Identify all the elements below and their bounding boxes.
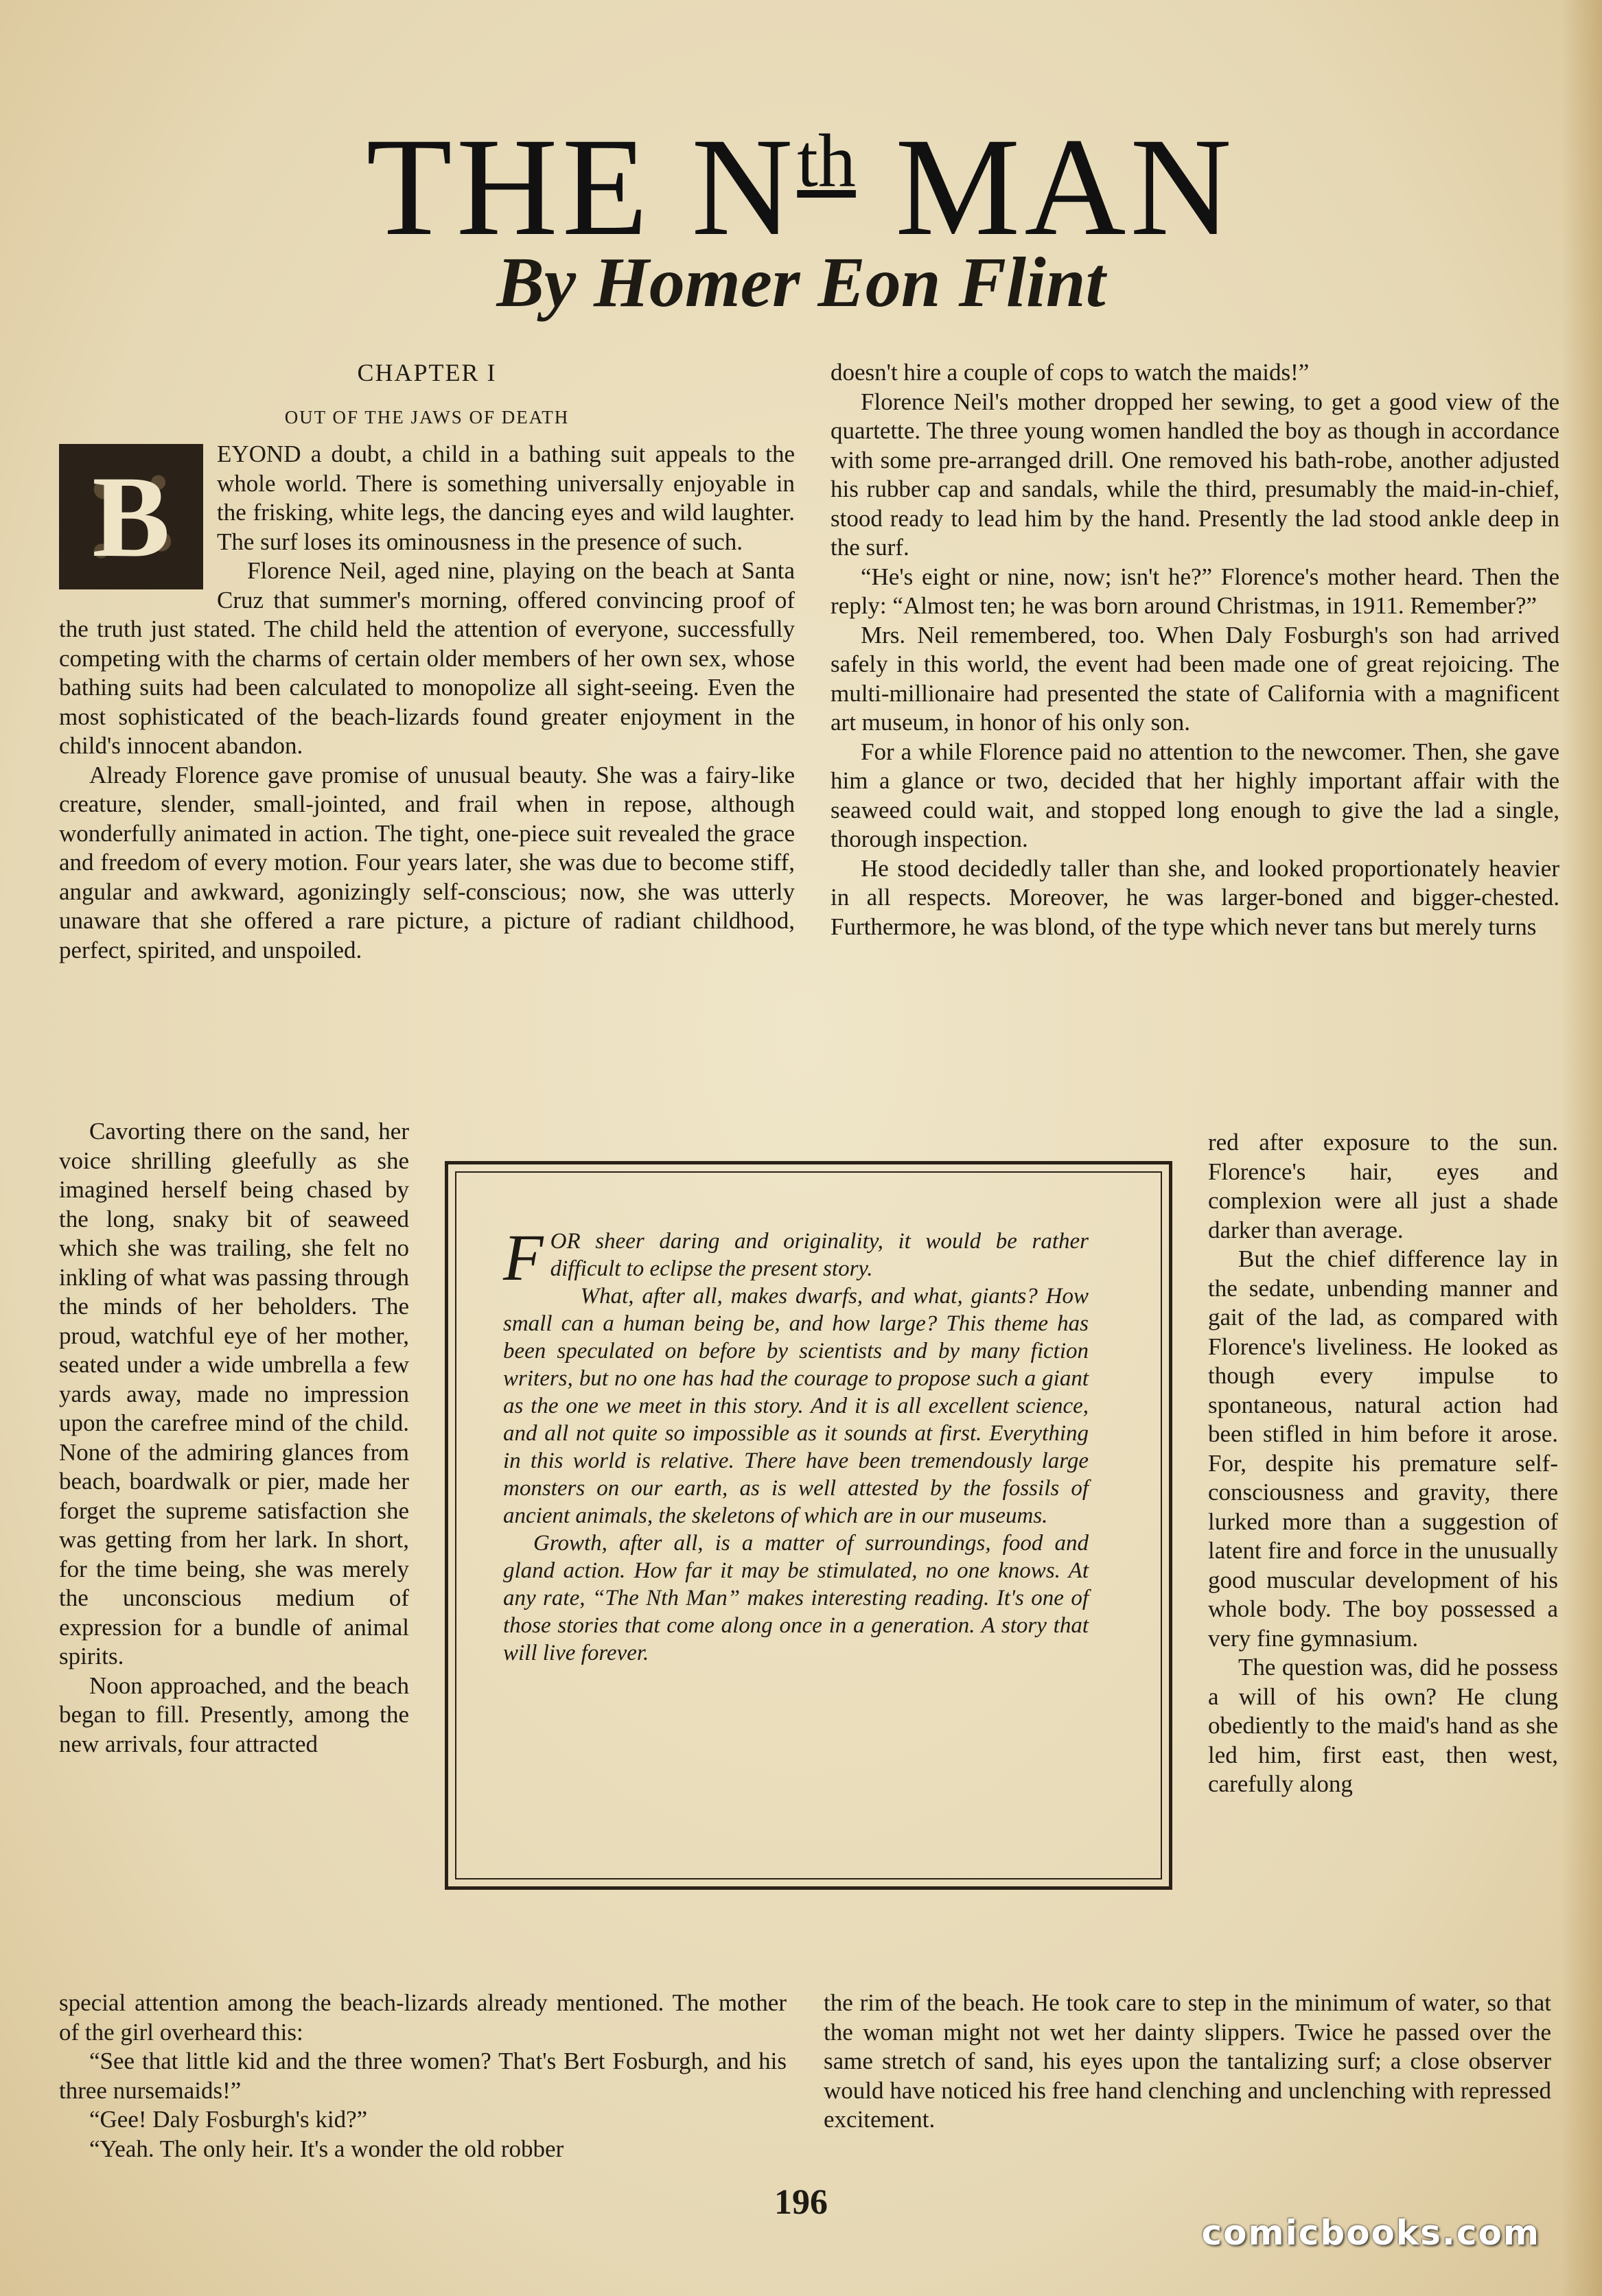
editor-intro-text [455, 1171, 1162, 1879]
story-byline: By Homer Eon Flint [496, 243, 1106, 322]
intro-paragraph: FOR sheer daring and originality, it would be rather difficult to eclipse the present story. [503, 1221, 1089, 1294]
intro-paragraph: What, after all, makes dwarfs, and what, giants? How small can a human being be, and how large? This theme has been speculated on before by scientists and by many fiction writers, but no one has had the courage to propose such a giant as the one we meet in this story. And it is all excellent science, and all not quite so impossible as it sounds at first. Everything in this world is relative. There have been tremendously large monsters on our earth, as is well attested by the fossils of ancient animals, the skeletons of which are in our museums. [503, 1284, 1089, 1528]
intro-initial: F [503, 1221, 544, 1294]
paragraph: “Yeah. The only heir. It's a wonder the old robber [89, 2135, 564, 2162]
paragraph: red after exposure to the sun. Florence's hair, eyes and complexion were all just a shade darker than average. [1208, 1129, 1558, 1243]
paragraph: “Gee! Daly Fosburgh's kid?” [89, 2106, 368, 2133]
paragraph: For a while Florence paid no attention to the newcomer. Then, she gave him a glance or two, decided that her highly important affair with the seaweed could wait, and stopped long enough to give the lad a single, thorough inspection. [831, 738, 1559, 852]
chapter-heading: CHAPTER I [357, 359, 497, 386]
paragraph: He stood decidedly taller than she, and looked proportionately heavier in all respects. Moreover, he was larger-boned and bigger-chested. Furthermore, he was blond, of the type which never tans but merely turns [831, 854, 1559, 940]
paragraph: Mrs. Neil remembered, too. When Daly Fosburgh's son had arrived safely in this world, the event had been made one of great rejoicing. The multi-millionaire had presented the state of California with a magnificent art museum, in honor of his only son. [831, 621, 1559, 736]
story-title: THE $N^{th}$ MAN [366, 109, 1236, 265]
paragraph: Noon approached, and the beach began to fill. Presently, among the new arrivals, four attracted [59, 1672, 409, 1757]
right-column-bottom [824, 1989, 1551, 2135]
page-number: 196 [774, 2183, 828, 2222]
paragraph: “He's eight or nine, now; isn't he?” Florence's mother heard. Then the reply: “Almost ten; he was born around Christmas, in 1911. Remember?” [831, 563, 1559, 619]
paragraph: Florence Neil's mother dropped her sewing, to get a good view of the quartette. The three young women handled the boy as though in accordance with some pre-arranged drill. One removed his bath-robe, another adjusted his rubber cap and sandals, while the third, presumably the maid-in-chief, stood ready to lead him by the hand. Presently the lad stood ankle deep in the surf. [831, 388, 1559, 561]
paragraph: the rim of the beach. He took care to step in the minimum of water, so that the woman might not wet her dainty slippers. Twice he passed over the same stretch of sand, his eyes upon the tantalizing surf; a close observer would have noticed his free hand clenching and unclenching with repressed excitement. [824, 1989, 1551, 2133]
left-column-bottom [59, 1989, 787, 2164]
drop-cap-ornament: B [59, 444, 203, 589]
watermark: comicbooks.com [1201, 2213, 1540, 2253]
paragraph: Florence Neil, aged nine, playing on the beach at Santa Cruz that summer's morning, offered convincing proof of the truth just stated. The child held the attention of everyone, successfully competing with the charms of certain older members of her own sex, whose bathing suits had been calculated to monopolize all sight-seeing. Even the most sophisticated of the beach-lizards found greater enjoyment in the child's innocent abandon. [59, 557, 795, 759]
right-column-top [831, 358, 1559, 941]
right-column-narrow [1208, 1128, 1558, 1799]
paragraph: EYOND a doubt, a child in a bathing suit appeals to the whole world. There is something universally enjoyable in the frisking, white legs, the dancing eyes and wild laughter. The surf loses its ominousness in the presence of such. [217, 441, 795, 555]
left-column-top [59, 358, 795, 965]
paragraph: “See that little kid and the three women? That's Bert Fosburgh, and his three nursemaids!” [59, 2048, 787, 2104]
paragraph: But the chief difference lay in the sedate, unbending manner and gait of the lad, as compared with Florence's liveliness. He looked as though every impulse to spontaneous, natural action had been stifled in him before it arose. For, despite his premature self-consciousness and gravity, there lurked more than a suggestion of latent fire and force in the unusually good muscular development of his whole body. The boy possessed a very fine gymnasium. [1208, 1245, 1558, 1652]
paragraph: doesn't hire a couple of cops to watch the maids!” [831, 359, 1310, 386]
page-edge-shadow [1561, 0, 1602, 2296]
intro-paragraph: Growth, after all, is a matter of surroundings, food and gland action. How far it may be stimulated, no one knows. At any rate, “The Nth Man” makes interesting reading. It's one of those stories that come along once in a generation. A story that will live forever. [503, 1531, 1089, 1665]
paragraph: The question was, did he possess a will of his own? He clung obediently to the maid's hand as she led him, first east, then west, carefully along [1208, 1654, 1558, 1797]
paragraph: Cavorting there on the sand, her voice shrilling gleefully as she imagined herself being chased by the long, snaky bit of seaweed which she was trailing, she felt no inkling of what was passing through the minds of her beholders. The proud, watchful eye of her mother, seated under a wide umbrella a few yards away, made no impression upon the carefree mind of the child. None of the admiring glances from beach, boardwalk or pier, made her forget the supreme satisfaction she was getting from her lark. In short, for the time being, she was merely the unconscious medium of expression for a bundle of animal spirits. [59, 1118, 409, 1670]
chapter-subtitle: OUT OF THE JAWS OF DEATH [284, 406, 570, 427]
editor-intro-box [445, 1161, 1172, 1890]
left-column-narrow [59, 1117, 409, 1759]
paragraph: Already Florence gave promise of unusual beauty. She was a fairy-like creature, slender, small-jointed, and frail when in repose, although wonderfully animated in action. The tight, one-piece suit revealed the grace and freedom of every motion. Four years later, she was due to become stiff, angular and awkward, agonizingly self-conscious; now, she was utterly unaware that she offered a rare picture, a picture of radiant childhood, perfect, spirited, and unspoiled. [59, 761, 795, 963]
paragraph: special attention among the beach-lizards already mentioned. The mother of the girl overheard this: [59, 1989, 787, 2046]
